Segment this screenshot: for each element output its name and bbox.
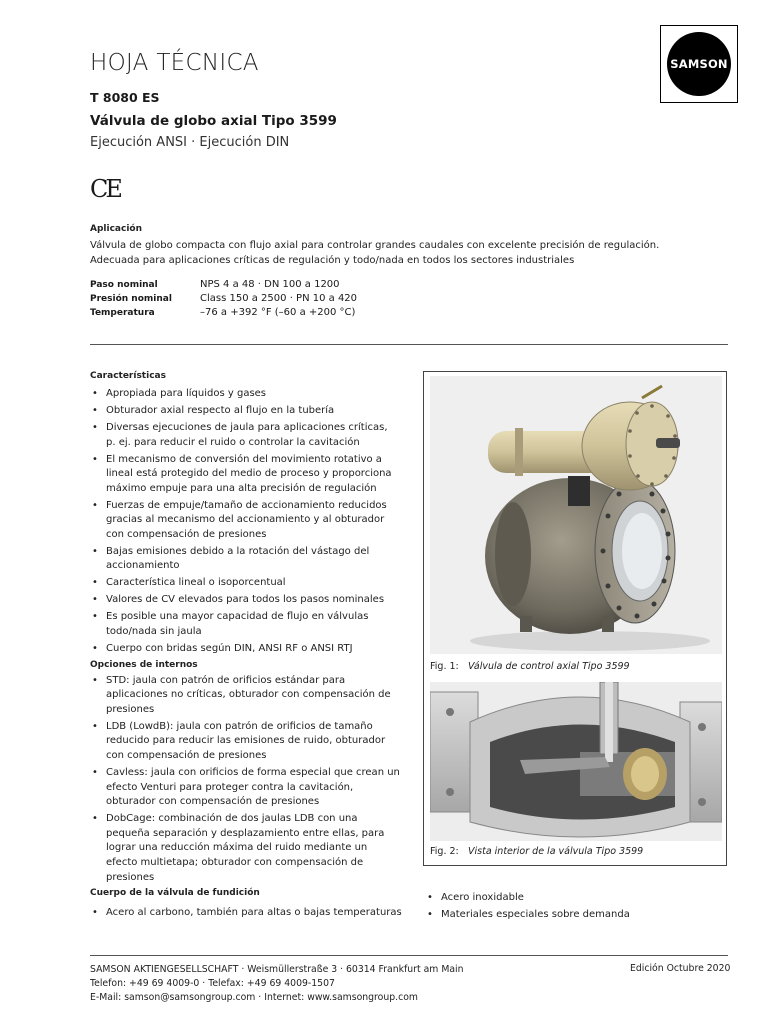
features-heading: Características (90, 371, 166, 381)
cast-body-heading: Cuerpo de la válvula de fundición (90, 888, 260, 898)
spec-value: NPS 4 a 48 · DN 100 a 1200 (200, 279, 340, 290)
spec-value: –76 a +392 °F (–60 a +200 °C) (200, 307, 356, 319)
application-line-1: Válvula de globo compacta con flujo axial para controlar grandes caudales con excelente precisión de regulación. (90, 240, 660, 251)
page-subtitle: Ejecución ANSI · Ejecución DIN (90, 135, 290, 150)
spec-value: Class 150 a 2500 · PN 10 a 420 (200, 293, 358, 305)
footer-contact: E-Mail: samson@samsongroup.com · Internet: www.samsongroup.com (90, 992, 418, 1003)
list-item: • Es posible una mayor capacidad de flujo en válvulas todo/nada sin jaula (92, 611, 369, 638)
valve-cutaway-image (430, 682, 722, 841)
figure-caption-text: Válvula de control axial Tipo 3599 (468, 661, 630, 672)
valve-image (430, 376, 722, 654)
spec-values (200, 278, 357, 321)
footer-divider (90, 955, 728, 956)
list-item: • Valores de CV elevados para todos los pasos nominales (92, 594, 385, 606)
trim-heading: Opciones de internos (90, 659, 198, 670)
samson-logo (660, 25, 738, 103)
list-item: • Materiales especiales sobre demanda (427, 908, 630, 920)
figure-caption-text: Vista interior de la válvula Tipo 3599 (468, 846, 644, 857)
cast-body-list-2 (425, 891, 725, 923)
spec-key: Presión nominal (90, 294, 172, 305)
list-item: • Diversas ejecuciones de jaula para aplicaciones críticas, p. ej. para reducir el ruido o controlar la cavitación (92, 421, 388, 448)
list-item: • Obturador axial respecto al flujo en la tubería (92, 404, 335, 416)
list-item: • LDB (LowdB): jaula con patrón de orificios de tamaño reducido para reducir las emisiones de ruido, obturador con compensación de presiones (92, 720, 386, 761)
figure-label: Fig. 1: (430, 661, 459, 672)
document-type: HOJA TÉCNICA (90, 50, 259, 76)
logo-circle (667, 32, 731, 96)
list-item: • El mecanismo de conversión del movimiento rotativo a lineal está protegido del medio de proceso y proporciona máximo empuje para una alta precisión de regulación (92, 453, 392, 494)
valve-illustration (430, 376, 722, 654)
ce-mark: CE (90, 175, 120, 203)
trim-list (90, 674, 400, 885)
cast-body-list-1 (90, 906, 410, 921)
application-line-2: Adecuada para aplicaciones críticas de regulación y todo/nada en todos los sectores industriales (90, 254, 575, 266)
list-item: • Bajas emisiones debido a la rotación del vástago del accionamiento (92, 545, 370, 572)
list-item: • STD: jaula con patrón de orificios estándar para aplicaciones no críticas, obturador con compensación de presiones (92, 674, 391, 715)
list-item: • Cavless: jaula con orificios de forma especial que crean un efecto Venturi para proteger contra la cavitación, obturador con compensación de presiones (92, 766, 400, 808)
spec-key: Temperatura (90, 308, 155, 319)
figure-2-caption (430, 846, 643, 857)
figure-label: Fig. 2: (430, 846, 459, 857)
list-item: • Acero al carbono, también para altas o bajas temperaturas (92, 907, 402, 918)
list-item: • DobCage: combinación de dos jaulas LDB con una pequeña separación y desplazamiento entre ellas, para lograr una reducción máxima del ruido mediante un efecto multietapa; obturador con compensación de presiones (92, 813, 385, 883)
list-item: • Fuerzas de empuje/tamaño de accionamiento reducidos gracias al mecanismo del accionamiento y al obturador con compensación de presiones (92, 499, 387, 540)
figure-1-caption (430, 661, 630, 672)
features-column (90, 387, 400, 887)
section-divider (90, 344, 728, 345)
footer-phone: Telefon: +49 69 4009-0 · Telefax: +49 69 4009-1507 (90, 978, 335, 989)
list-item: • Acero inoxidable (427, 892, 524, 903)
page-title: Válvula de globo axial Tipo 3599 (90, 113, 337, 129)
document-number: T 8080 ES (90, 90, 160, 105)
logo-text: SAMSON (670, 57, 728, 71)
footer-company: SAMSON AKTIENGESELLSCHAFT · Weismüllerstraße 3 · 60314 Frankfurt am Main (90, 964, 464, 975)
list-item: • Cuerpo con bridas según DIN, ANSI RF o ANSI RTJ (92, 643, 353, 655)
features-list (90, 387, 400, 657)
footer-address (90, 963, 464, 1005)
list-item: • Apropiada para líquidos y gases (92, 388, 267, 399)
spec-key: Paso nominal (90, 280, 158, 290)
spec-keys (90, 278, 172, 321)
list-item: • Característica lineal o isoporcentual (92, 577, 286, 589)
valve-cutaway-illustration (430, 682, 722, 841)
cast-body-column-1 (90, 906, 410, 923)
application-text (90, 239, 690, 268)
edition-date: Edición Octubre 2020 (630, 963, 731, 974)
cast-body-column-2 (425, 891, 725, 925)
application-heading: Aplicación (90, 224, 142, 234)
